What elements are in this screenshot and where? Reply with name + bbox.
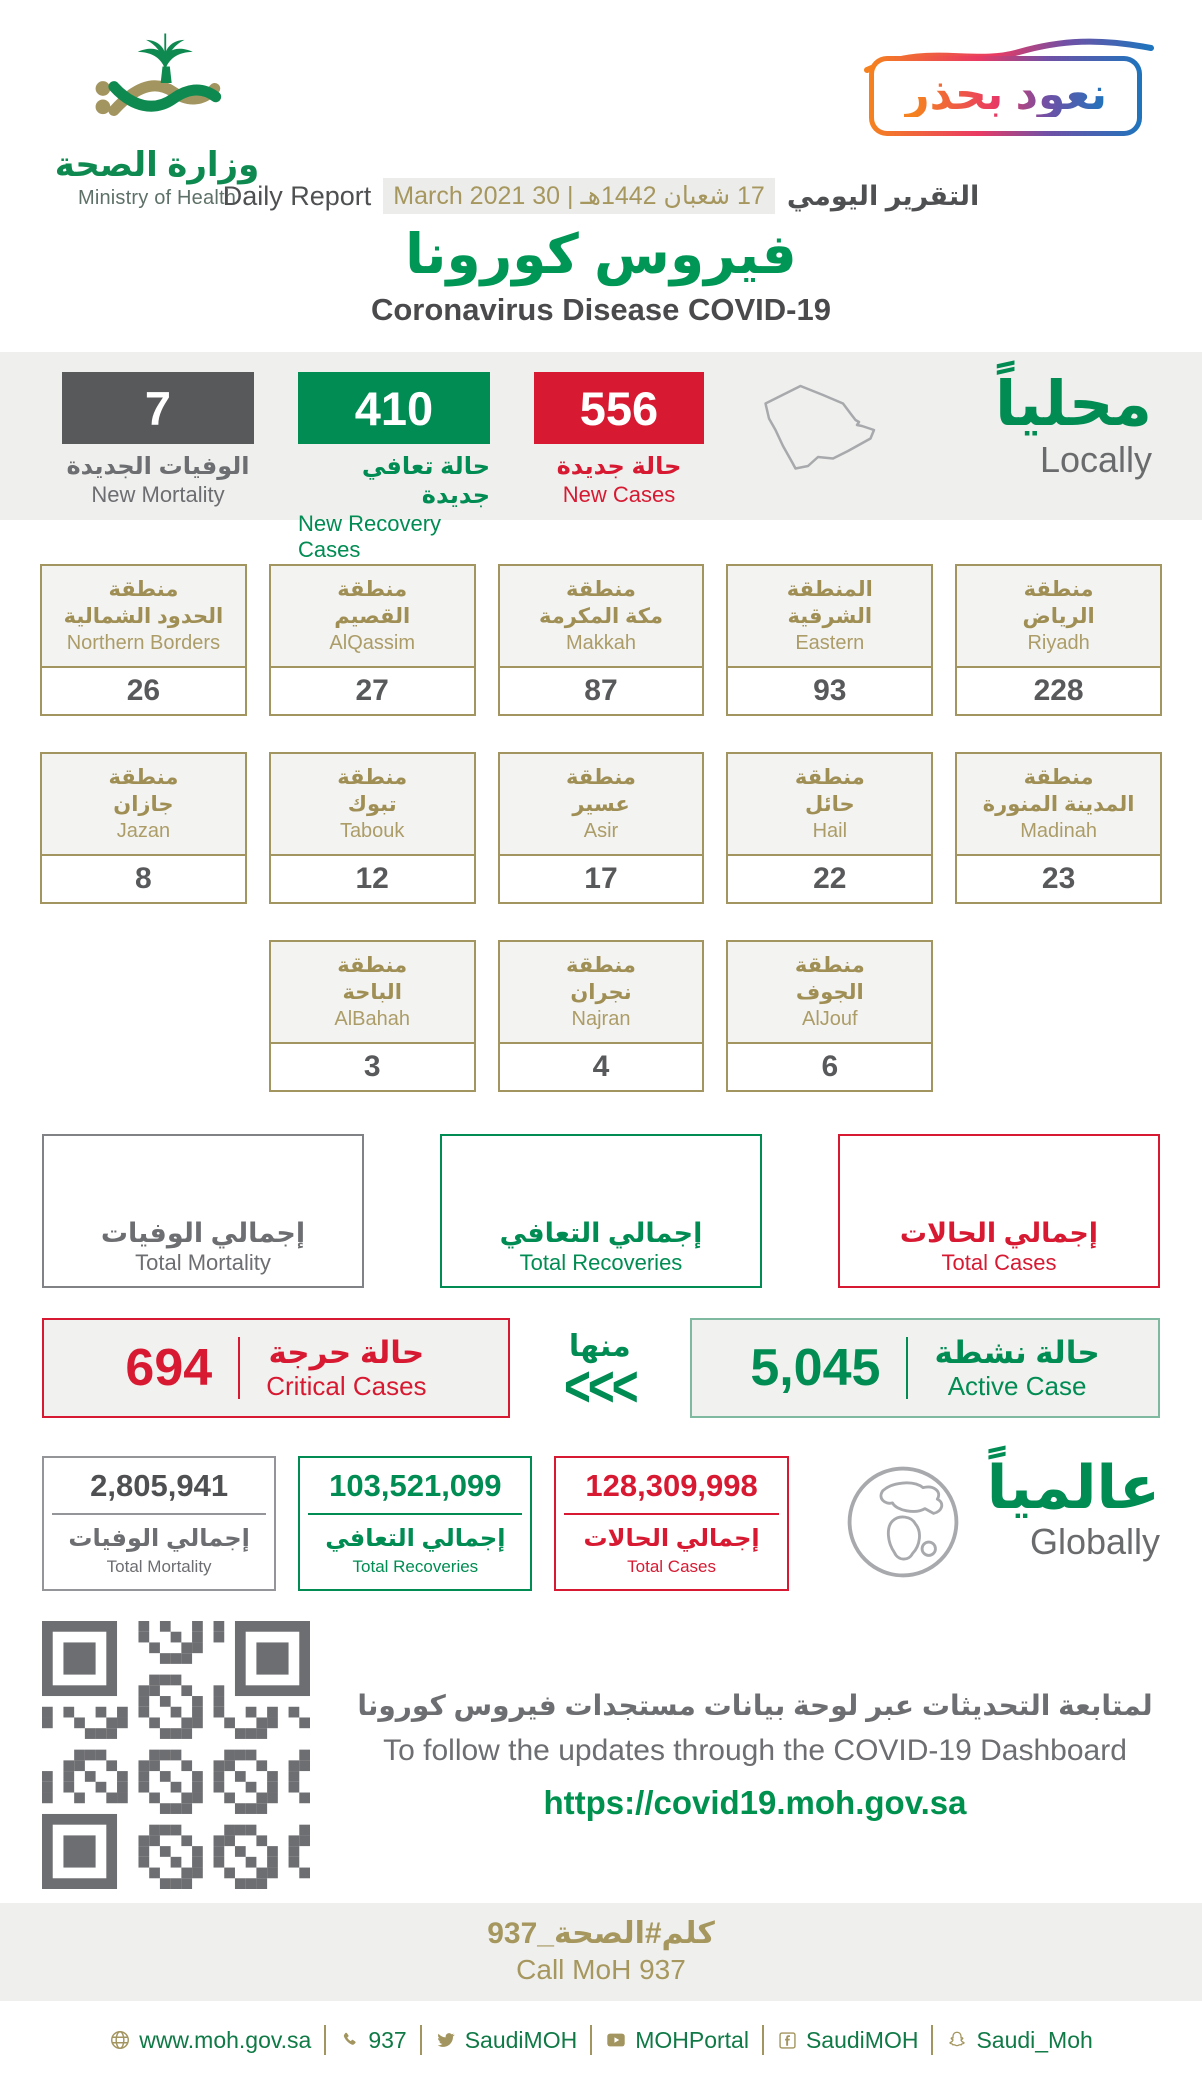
region-name-ar: الحدود الشمالية — [63, 604, 224, 628]
region-name-en: Northern Borders — [66, 631, 221, 654]
region-name-ar: منطقة — [566, 578, 636, 602]
globe-icon — [841, 1460, 965, 1589]
region-name-en: Najran — [571, 1007, 631, 1030]
global-mortality-label-ar: إجمالي الوفيات — [68, 1525, 250, 1552]
phone-icon — [339, 2030, 360, 2051]
active-cases-label-en: Active Case — [947, 1370, 1087, 1401]
globally-section — [0, 1456, 1202, 1591]
locally-label-ar: محلياً — [995, 370, 1152, 439]
total-recoveries-label-ar: إجمالي التعافي — [499, 1218, 703, 1248]
social-label: MOHPortal — [635, 2026, 749, 2053]
global-cases-label-ar: إجمالي الحالات — [583, 1525, 760, 1552]
social-website-link[interactable] — [109, 2027, 311, 2054]
report-date: 17 شعبان 1442هـ | 30 March 2021 — [383, 178, 775, 214]
critical-cases-label-ar: حالة حرجة — [268, 1334, 425, 1370]
divider — [590, 2025, 592, 2055]
region-name-ar: الجوف — [795, 980, 864, 1004]
chevrons-left-icon: <<< — [564, 1353, 636, 1419]
globally-label-ar: عالمياً — [986, 1454, 1160, 1521]
region-name-ar: منطقة — [566, 954, 636, 978]
region-name-ar: حائل — [804, 792, 855, 816]
global-recoveries-value: 103,521,099 — [329, 1468, 502, 1503]
saudi-map-icon — [748, 376, 898, 501]
call-moh-label-en: Call MoH 937 — [516, 1954, 686, 1985]
critical-cases-label-en: Critical Cases — [266, 1370, 427, 1401]
region-name-en: Eastern — [795, 631, 865, 654]
total-cases-value: 389,422 — [917, 1148, 1081, 1199]
social-label: www.moh.gov.sa — [139, 2026, 312, 2053]
region-box-tabouk — [269, 752, 476, 904]
new-cases-label-en: New Cases — [562, 482, 676, 507]
region-name-ar: الشرقية — [787, 604, 873, 628]
new-recoveries-value: 410 — [298, 372, 490, 444]
region-name-en: Hail — [812, 819, 848, 842]
active-cases-value: 5,045 — [750, 1339, 881, 1397]
region-name-ar: منطقة — [337, 954, 408, 978]
total-mortality-box — [42, 1134, 364, 1288]
globally-label-en: Globally — [1029, 1521, 1160, 1562]
region-value: 3 — [363, 1050, 381, 1083]
total-recoveries-value: 377,714 — [519, 1148, 683, 1199]
total-cases-box — [838, 1134, 1160, 1288]
total-cases-label-en: Total Cases — [941, 1250, 1057, 1275]
region-name-ar: منطقة — [337, 766, 408, 790]
region-value: 6 — [821, 1050, 839, 1083]
total-cases-label-ar: إجمالي الحالات — [899, 1218, 1099, 1248]
daily-report-english: Daily Report — [222, 180, 372, 211]
region-name-en: Jazan — [116, 819, 171, 842]
badge-label: نعود بحذر — [904, 70, 1107, 119]
new-recoveries-label-en: New Recovery Cases — [298, 511, 442, 562]
page-title-arabic: فيروس كورونا — [405, 223, 797, 285]
new-cases-label-ar: حالة جديدة — [556, 453, 682, 480]
region-name-en: Riyadh — [1027, 631, 1090, 654]
region-value: 8 — [135, 862, 152, 895]
social-label: 937 — [368, 2026, 407, 2053]
region-name-ar: القصيم — [334, 604, 411, 628]
region-box-albahah — [269, 940, 476, 1092]
region-name-ar: منطقة — [108, 766, 179, 790]
dashboard-note-ar: لمتابعة التحديثات عبر لوحة بيانات مستجدات فيروس كورونا — [357, 1689, 1153, 1721]
region-box-asir — [498, 752, 705, 904]
region-name-ar: الباحة — [342, 980, 402, 1004]
region-value: 4 — [592, 1050, 610, 1083]
social-phone-link[interactable] — [339, 2027, 406, 2054]
region-value: 87 — [584, 674, 618, 707]
divider — [906, 1337, 908, 1399]
region-value: 17 — [584, 862, 618, 895]
region-name-ar: منطقة — [794, 954, 865, 978]
region-name-en: Asir — [583, 819, 619, 842]
global-recoveries-box — [298, 1456, 532, 1591]
critical-cases-value: 694 — [125, 1339, 213, 1397]
region-name-en: Tabouk — [339, 819, 405, 842]
total-mortality-label-ar: إجمالي الوفيات — [100, 1218, 306, 1248]
of-which-indicator — [564, 1329, 636, 1419]
logo-title-english: Ministry of Health — [77, 187, 237, 209]
region-name-en: Madinah — [1020, 819, 1097, 842]
divider — [308, 1513, 522, 1515]
dashboard-section — [0, 1621, 1202, 1889]
of-which-label: منها — [568, 1329, 631, 1363]
region-name-en: AlBahah — [334, 1007, 410, 1030]
region-name-en: AlJouf — [801, 1007, 858, 1030]
divider — [564, 1513, 778, 1515]
region-name-ar: مكة المكرمة — [539, 604, 663, 628]
region-name-en: AlQassim — [329, 631, 415, 654]
moh-palm-icon — [88, 28, 226, 143]
critical-cases-box — [42, 1318, 510, 1418]
region-value: 27 — [355, 674, 389, 707]
divider — [324, 2025, 326, 2055]
total-recoveries-box — [440, 1134, 762, 1288]
region-box-jazan — [40, 752, 247, 904]
global-cases-value: 128,309,998 — [585, 1468, 758, 1503]
return-with-caution-badge — [869, 56, 1142, 136]
dashboard-note-en: To follow the updates through the COVID-19 Dashboard — [383, 1733, 1127, 1767]
region-name-ar: نجران — [570, 980, 632, 1004]
locally-heading — [995, 372, 1152, 481]
region-name-ar: منطقة — [337, 578, 408, 602]
critical-active-row — [0, 1318, 1202, 1418]
region-name-ar: تبوك — [347, 792, 397, 816]
region-box-makkah — [498, 564, 705, 716]
region-name-ar: الرياض — [1022, 604, 1095, 628]
locally-section — [0, 352, 1202, 562]
region-box-najran — [498, 940, 705, 1092]
region-value: 23 — [1041, 862, 1076, 895]
global-recoveries-label-ar: إجمالي التعافي — [325, 1525, 506, 1552]
call-moh-label-ar: كلم#الصحة_937 — [487, 1917, 715, 1950]
region-value: 26 — [126, 674, 161, 707]
new-mortality-stat — [62, 372, 254, 508]
divider — [931, 2025, 933, 2055]
region-value: 12 — [355, 862, 389, 895]
new-mortality-label-ar: الوفيات الجديدة — [66, 453, 250, 480]
globally-heading — [987, 1456, 1160, 1563]
region-box-alqassim — [269, 564, 476, 716]
region-name-ar: منطقة — [1023, 578, 1094, 602]
new-mortality-label-en: New Mortality — [91, 482, 225, 507]
social-twitter-link[interactable] — [435, 2027, 577, 2054]
divider — [238, 1337, 240, 1399]
global-cases-box — [554, 1456, 788, 1591]
region-name-ar: منطقة — [1023, 766, 1094, 790]
region-box-northern-borders — [40, 564, 247, 716]
global-recoveries-label-en: Total Recoveries — [352, 1557, 479, 1576]
social-facebook-link[interactable] — [777, 2027, 918, 2054]
facebook-icon — [777, 2030, 798, 2051]
active-cases-box — [690, 1318, 1160, 1418]
locally-label-en: Locally — [1039, 439, 1152, 481]
local-totals-row — [0, 1134, 1202, 1288]
new-recoveries-label-ar: حالة تعافي جديدة — [361, 453, 490, 509]
social-label: SaudiMOH — [464, 2026, 578, 2053]
daily-report-arabic: التقرير اليومي — [786, 180, 980, 211]
region-box-riyadh — [955, 564, 1162, 716]
region-box-eastern — [726, 564, 933, 716]
region-name-ar: منطقة — [794, 766, 865, 790]
qr-code — [42, 1621, 310, 1889]
total-recoveries-label-en: Total Recoveries — [519, 1250, 683, 1275]
social-links-row — [0, 2001, 1202, 2081]
new-mortality-value: 7 — [62, 372, 254, 444]
global-cases-label-en: Total Cases — [627, 1557, 716, 1576]
region-value: 228 — [1033, 674, 1084, 707]
total-mortality-label-en: Total Mortality — [135, 1250, 271, 1275]
new-cases-stat — [534, 372, 704, 508]
region-box-hail — [726, 752, 933, 904]
divider — [762, 2025, 764, 2055]
dashboard-url-link[interactable]: https://covid19.moh.gov.sa — [543, 1783, 967, 1821]
region-name-ar: المنطقة — [786, 578, 873, 602]
region-value: 93 — [813, 674, 847, 707]
divider — [52, 1513, 266, 1515]
active-cases-label-ar: حالة نشطة — [934, 1334, 1100, 1370]
region-name-ar: المدينة المنورة — [982, 792, 1135, 816]
region-name-ar: منطقة — [566, 766, 636, 790]
region-box-aljouf — [726, 940, 933, 1092]
logo-title-arabic: وزارة الصحة — [54, 146, 260, 184]
social-snapchat-link[interactable] — [946, 2027, 1092, 2054]
new-cases-value: 556 — [534, 372, 704, 444]
global-mortality-label-en: Total Mortality — [106, 1557, 212, 1576]
social-label: SaudiMOH — [805, 2026, 919, 2053]
divider — [420, 2025, 422, 2055]
region-name-ar: منطقة — [108, 578, 179, 602]
social-youtube-link[interactable] — [605, 2027, 749, 2054]
call-moh-band — [0, 1903, 1202, 2001]
region-name-en: Makkah — [565, 631, 636, 654]
global-mortality-box — [42, 1456, 276, 1591]
region-name-ar: جازان — [113, 792, 174, 816]
page-title-english: Coronavirus Disease COVID-19 — [370, 292, 831, 327]
region-value: 22 — [813, 862, 847, 895]
total-mortality-value: 6,663 — [146, 1148, 260, 1199]
regions-grid — [0, 564, 1202, 1092]
global-mortality-value: 2,805,941 — [90, 1468, 229, 1503]
social-label: Saudi_Moh — [976, 2026, 1093, 2053]
region-box-madinah — [955, 752, 1162, 904]
new-recoveries-stat — [298, 372, 490, 563]
region-name-ar: عسير — [572, 792, 630, 816]
